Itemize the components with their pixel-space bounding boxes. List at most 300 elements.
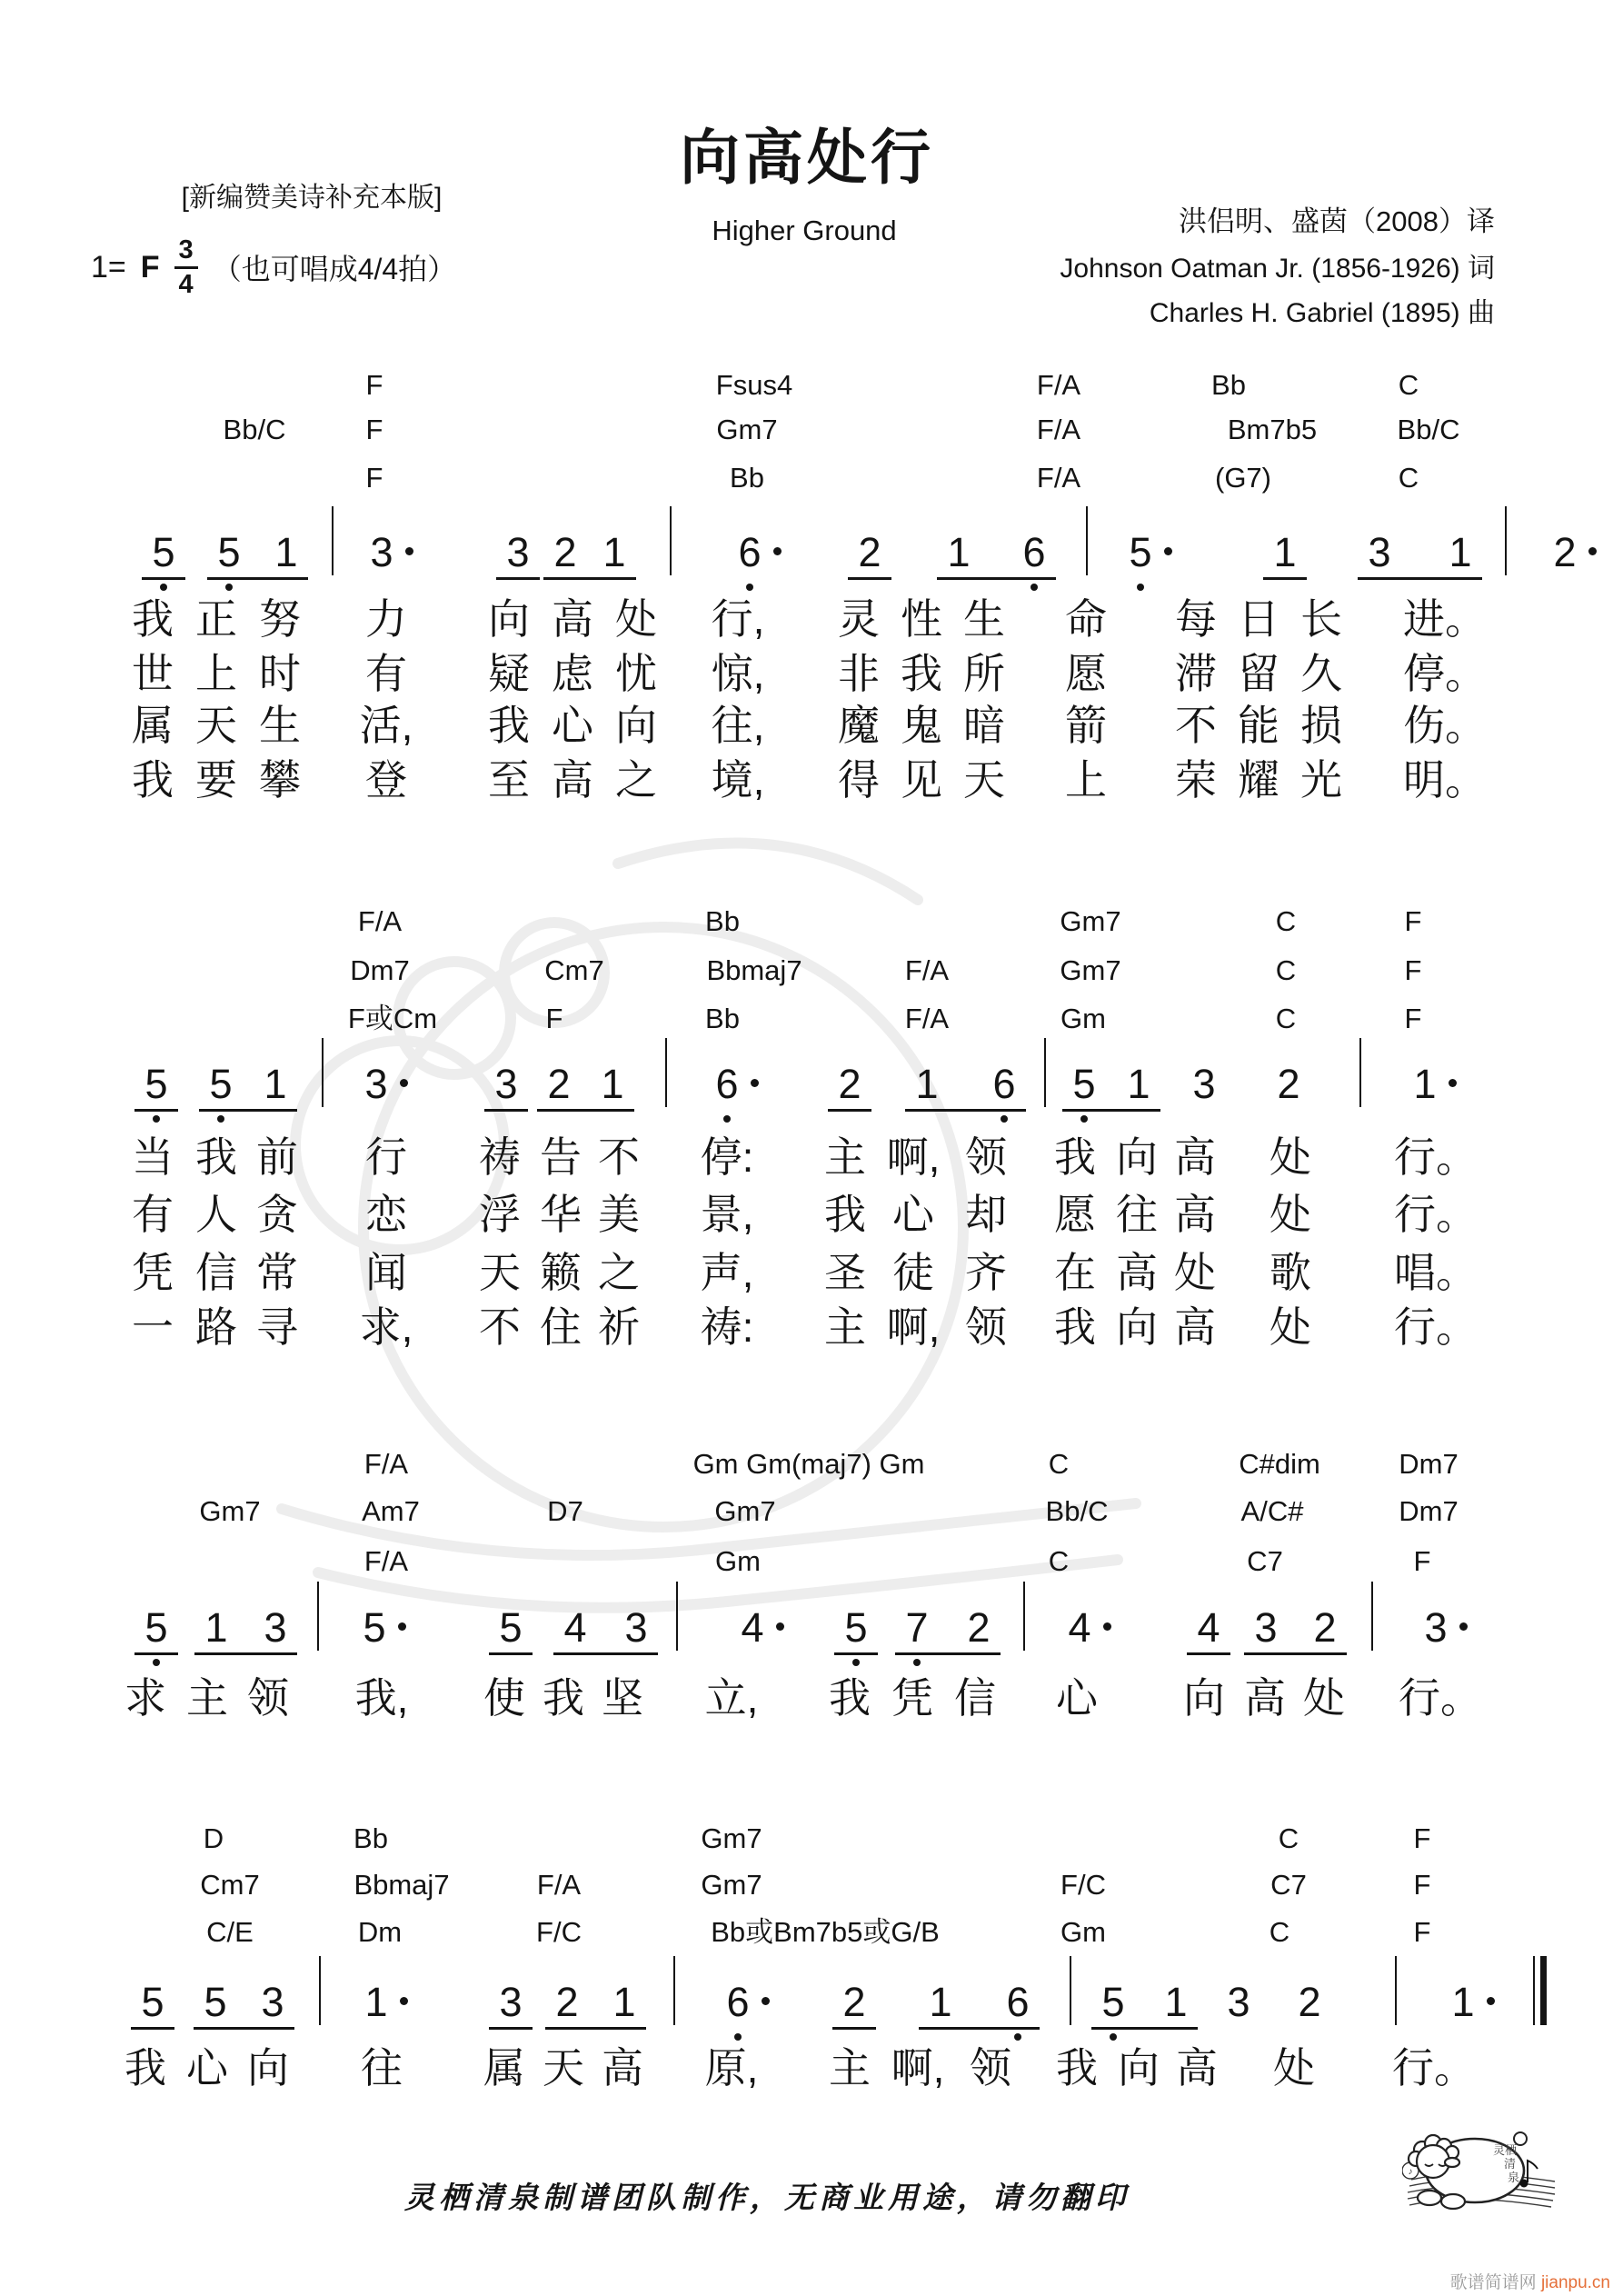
- lyric-syllable: 我: [132, 595, 174, 643]
- lyric-syllable: 往: [361, 2044, 403, 2091]
- lyric-syllable: 行。: [1392, 2044, 1476, 2091]
- lyric-syllable: 齐: [965, 1249, 1007, 1296]
- note-digit: 3: [494, 1061, 518, 1107]
- note-digit: 2: [1277, 1061, 1300, 1107]
- barline: [1359, 1038, 1361, 1107]
- lyric-syllable: 往,: [711, 702, 765, 749]
- chord-label: C#dim: [1239, 1448, 1320, 1480]
- chord-label: D7: [547, 1495, 583, 1527]
- eighth-underline: [848, 577, 891, 580]
- chord-label: Gm Gm(maj7) Gm: [692, 1448, 925, 1480]
- lyric-syllable: 心: [892, 1191, 934, 1238]
- lyric-syllable: 寻: [256, 1303, 298, 1351]
- lyric-syllable: 贪: [256, 1191, 298, 1238]
- lyric-syllable: 我: [1054, 1133, 1096, 1181]
- note-digit: 1: [1449, 529, 1472, 575]
- chord-label: F: [1413, 1545, 1431, 1577]
- augmentation-dot: [1487, 1997, 1495, 2005]
- note-digit: 3: [1227, 1979, 1250, 2025]
- augmentation-dot: [1588, 547, 1597, 555]
- note-digit: 4: [1068, 1604, 1091, 1651]
- lyric-syllable: 领: [965, 1133, 1007, 1181]
- low-octave-dot: [1137, 584, 1144, 591]
- chord-label: F: [365, 369, 383, 401]
- lyric-syllable: 常: [256, 1249, 298, 1296]
- note-digit: 5: [144, 1604, 168, 1651]
- chord-label: F: [1404, 1003, 1422, 1034]
- lyric-syllable: 之: [615, 756, 657, 804]
- note-digit: 5: [141, 1979, 164, 2025]
- lyric-syllable: 高: [1116, 1249, 1158, 1296]
- credit-composer: Charles H. Gabriel (1895) 曲: [1149, 298, 1495, 328]
- lyric-syllable: 箭: [1065, 702, 1107, 749]
- note-digit: 2: [967, 1604, 991, 1651]
- credit-lyricist: Johnson Oatman Jr. (1856-1926) 词: [1060, 254, 1495, 284]
- augmentation-dot: [751, 1079, 759, 1087]
- note-digit: 3: [1424, 1604, 1448, 1651]
- note-digit: 6: [1006, 1979, 1030, 2025]
- chord-label: Gm7: [716, 414, 778, 445]
- note-badge-glyph: ♪: [1408, 2167, 1413, 2177]
- lyric-syllable: 每: [1175, 595, 1217, 643]
- chord-label: F/C: [1060, 1869, 1106, 1901]
- lyric-syllable: 使: [483, 1674, 525, 1722]
- lyric-syllable: 美: [598, 1191, 640, 1238]
- site-credit: [1450, 2269, 1610, 2293]
- lyric-syllable: 高: [1176, 2044, 1218, 2091]
- chord-label: Cm7: [200, 1869, 260, 1901]
- note-digit: 1: [204, 1604, 228, 1651]
- eighth-underline: [937, 577, 1056, 580]
- chord-label: Bb/C: [223, 414, 286, 445]
- chord-label: F/A: [1036, 462, 1081, 494]
- lyric-syllable: 向: [1118, 2044, 1160, 2091]
- lyric-syllable: 生: [259, 702, 301, 749]
- augmentation-dot: [773, 547, 782, 555]
- augmentation-dot: [1449, 1079, 1457, 1087]
- lyric-syllable: 非: [838, 650, 880, 697]
- lyric-syllable: 攀: [259, 756, 301, 804]
- site-url: jianpu.cn: [1540, 2273, 1610, 2292]
- lyric-syllable: 见: [901, 756, 942, 804]
- low-octave-dot: [1110, 2033, 1117, 2041]
- augmentation-dot: [400, 1079, 408, 1087]
- chord-label: F/A: [536, 1869, 582, 1901]
- lyric-syllable: 荣: [1175, 756, 1217, 804]
- note-digit: 1: [915, 1061, 939, 1107]
- sheep-logo: [1402, 2131, 1561, 2221]
- lyric-syllable: 却: [965, 1191, 1007, 1238]
- lyric-syllable: 不: [1175, 702, 1217, 749]
- barline: [1505, 506, 1507, 575]
- note-digit: 3: [506, 529, 530, 575]
- lyric-syllable: 力: [365, 595, 407, 643]
- eighth-underline: [895, 1652, 1001, 1655]
- note-digit: 6: [1022, 529, 1046, 575]
- note-digit: 1: [264, 1061, 287, 1107]
- low-octave-dot: [153, 1115, 160, 1123]
- lyric-syllable: 耀: [1238, 756, 1279, 804]
- lyric-syllable: 一: [132, 1303, 174, 1351]
- note-digit: 5: [1101, 1979, 1125, 2025]
- eighth-underline: [537, 1109, 634, 1112]
- lyric-syllable: 性: [901, 595, 942, 643]
- lyric-syllable: 高: [1174, 1133, 1216, 1181]
- lyric-syllable: 向: [615, 702, 657, 749]
- chord-label: C7: [1247, 1545, 1283, 1577]
- eighth-underline: [545, 2027, 646, 2030]
- lyric-syllable: 登: [365, 756, 407, 804]
- time-denominator: 4: [178, 269, 194, 299]
- chord-label: F/A: [363, 1448, 409, 1480]
- barline: [665, 1038, 667, 1107]
- lyric-syllable: 努: [259, 595, 301, 643]
- low-octave-dot: [913, 1659, 921, 1666]
- lyric-syllable: 主: [824, 1133, 866, 1181]
- chord-label: Gm7: [701, 1869, 762, 1901]
- eighth-underline: [905, 1109, 1026, 1112]
- lyric-syllable: 求: [124, 1674, 166, 1722]
- chord-label: C: [1275, 1003, 1297, 1034]
- lyric-syllable: 高: [1174, 1191, 1216, 1238]
- lyric-syllable: 愿: [1065, 650, 1107, 697]
- augmentation-dot: [1459, 1622, 1468, 1631]
- chord-label: C: [1269, 1916, 1290, 1948]
- lyric-syllable: 行: [365, 1133, 407, 1181]
- lyric-syllable: 歌: [1270, 1249, 1311, 1296]
- lyric-syllable: 光: [1300, 756, 1342, 804]
- lyric-syllable: 处: [615, 595, 657, 643]
- chord-label: Gm7: [1060, 905, 1121, 937]
- lyric-syllable: 祷: [479, 1133, 521, 1181]
- eighth-underline: [832, 2027, 876, 2030]
- eighth-underline: [543, 577, 636, 580]
- chord-label: D: [203, 1822, 224, 1854]
- chord-label: Bb: [705, 1003, 740, 1034]
- lyric-syllable: 心: [552, 702, 593, 749]
- chord-label: Gm7: [1060, 954, 1121, 986]
- lyric-syllable: 留: [1238, 650, 1279, 697]
- eighth-underline: [1263, 577, 1307, 580]
- note-digit: 1: [1413, 1061, 1437, 1107]
- lyric-syllable: 要: [195, 756, 237, 804]
- chord-label: Bbmaj7: [706, 954, 802, 986]
- lyric-syllable: 向: [247, 2044, 289, 2091]
- lyric-syllable: 我: [488, 702, 530, 749]
- augmentation-dot: [405, 547, 413, 555]
- site-name: 歌谱简谱网: [1449, 2273, 1537, 2292]
- lyric-syllable: 进。: [1403, 595, 1487, 643]
- lyric-syllable: 行,: [711, 595, 765, 643]
- chord-label: Dm7: [350, 954, 410, 986]
- chord-label: C: [1275, 954, 1297, 986]
- lyric-syllable: 境,: [711, 756, 765, 804]
- note-digit: 1: [947, 529, 971, 575]
- barline: [1070, 1956, 1071, 2025]
- lyric-syllable: 向: [1183, 1674, 1225, 1722]
- lyric-syllable: 活,: [359, 702, 413, 749]
- lyric-syllable: 祈: [598, 1303, 640, 1351]
- chord-label: Cm7: [544, 954, 604, 986]
- chord-label: A/C#: [1240, 1495, 1304, 1527]
- barline: [322, 1038, 324, 1107]
- lyric-syllable: 高: [1244, 1674, 1286, 1722]
- note-digit: 2: [858, 529, 881, 575]
- chord-label: Gm: [1060, 1003, 1106, 1034]
- lyric-syllable: 行。: [1394, 1133, 1478, 1181]
- note-digit: 1: [364, 1979, 388, 2025]
- lyric-syllable: 损: [1300, 702, 1342, 749]
- lyric-syllable: 信: [195, 1249, 237, 1296]
- eighth-underline: [1187, 1652, 1230, 1655]
- lyric-syllable: 路: [195, 1303, 237, 1351]
- low-octave-dot: [1031, 584, 1038, 591]
- chord-label: Bb: [1211, 369, 1246, 401]
- key-signature: [91, 235, 456, 300]
- lyric-syllable: 领: [970, 2044, 1011, 2091]
- barline: [317, 1582, 319, 1651]
- lyric-syllable: 高: [552, 756, 593, 804]
- chord-label: F/A: [363, 1545, 409, 1577]
- low-octave-dot: [852, 1659, 860, 1666]
- note-digit: 1: [1273, 529, 1297, 575]
- note-digit: 4: [741, 1604, 764, 1651]
- lyric-syllable: 向: [488, 595, 530, 643]
- chord-label: F/A: [357, 905, 403, 937]
- lyric-syllable: 有: [365, 650, 407, 697]
- lyric-syllable: 往: [1116, 1191, 1158, 1238]
- lyric-syllable: 滞: [1175, 650, 1217, 697]
- lyric-syllable: 心: [1056, 1674, 1098, 1722]
- lyric-syllable: 天: [963, 756, 1005, 804]
- lyric-syllable: 长: [1300, 595, 1342, 643]
- lyric-syllable: 有: [132, 1191, 174, 1238]
- lyric-syllable: 领: [247, 1674, 289, 1722]
- chord-label: Bbmaj7: [353, 1869, 450, 1901]
- lyric-syllable: 至: [488, 756, 530, 804]
- augmentation-dot: [398, 1622, 406, 1631]
- key-letter: F: [140, 249, 160, 285]
- barline: [332, 506, 334, 575]
- lyric-syllable: 凭: [132, 1249, 174, 1296]
- lyric-syllable: 向: [1116, 1303, 1158, 1351]
- lyric-syllable: 属: [132, 702, 174, 749]
- chord-label: C: [1048, 1448, 1070, 1480]
- eighth-underline: [194, 1652, 297, 1655]
- eighth-underline: [131, 2027, 174, 2030]
- chord-label: F: [1404, 954, 1422, 986]
- eighth-underline: [1062, 1109, 1160, 1112]
- chord-label: F/A: [1036, 369, 1081, 401]
- lyric-syllable: 之: [598, 1249, 640, 1296]
- note-digit: 2: [547, 1061, 571, 1107]
- lyric-syllable: 命: [1065, 595, 1107, 643]
- chord-label: F/A: [1036, 414, 1081, 445]
- lyric-syllable: 主: [829, 2044, 871, 2091]
- chord-label: F/A: [904, 1003, 950, 1034]
- lyric-syllable: 籁: [540, 1249, 582, 1296]
- lyric-syllable: 行。: [1399, 1674, 1482, 1722]
- lyric-syllable: 所: [963, 650, 1005, 697]
- lyric-syllable: 行。: [1394, 1191, 1478, 1238]
- chord-label: C: [1048, 1545, 1070, 1577]
- low-octave-dot: [734, 2033, 742, 2041]
- lyric-syllable: 忧: [615, 650, 657, 697]
- note-digit: 5: [144, 1061, 168, 1107]
- lyric-syllable: 上: [195, 650, 237, 697]
- chord-label: Dm7: [1399, 1495, 1459, 1527]
- chord-label: F/A: [904, 954, 950, 986]
- lyric-syllable: 不: [598, 1133, 640, 1181]
- lyric-syllable: 我: [1054, 1303, 1096, 1351]
- low-octave-dot: [1080, 1115, 1088, 1123]
- eighth-underline: [489, 2027, 533, 2030]
- lyric-syllable: 我: [901, 650, 942, 697]
- lyric-syllable: 日: [1238, 595, 1279, 643]
- chord-label: Gm7: [199, 1495, 261, 1527]
- barline: [676, 1582, 678, 1651]
- note-digit: 1: [601, 1061, 624, 1107]
- eighth-underline: [496, 577, 540, 580]
- low-octave-dot: [153, 1659, 160, 1666]
- note-digit: 3: [264, 1604, 287, 1651]
- eighth-underline: [142, 577, 185, 580]
- note-digit: 1: [1451, 1979, 1475, 2025]
- final-barline-thin: [1533, 1956, 1535, 2025]
- note-digit: 5: [1129, 529, 1152, 575]
- lyric-syllable: 人: [195, 1191, 237, 1238]
- lyric-syllable: 恋: [365, 1191, 407, 1238]
- lyric-syllable: 正: [195, 595, 237, 643]
- lyric-syllable: 行。: [1394, 1303, 1478, 1351]
- key-note: （也可唱成4/4拍）: [212, 253, 457, 285]
- chord-label: C: [1278, 1822, 1299, 1854]
- lyric-syllable: 属: [483, 2044, 525, 2091]
- lyric-syllable: 暗: [963, 702, 1005, 749]
- eighth-underline: [1244, 1652, 1347, 1655]
- chord-label: F: [1404, 905, 1422, 937]
- chord-label: Dm: [357, 1916, 403, 1948]
- lyric-syllable: 在: [1054, 1249, 1096, 1296]
- chord-label: (G7): [1215, 462, 1271, 494]
- lyric-syllable: 愿: [1054, 1191, 1096, 1238]
- note-digit: 2: [555, 1979, 579, 2025]
- note-digit: 2: [1553, 529, 1577, 575]
- lyric-syllable: 明。: [1403, 756, 1487, 804]
- note-digit: 3: [1368, 529, 1391, 575]
- lyric-syllable: 告: [540, 1133, 582, 1181]
- lyric-syllable: 我: [829, 1674, 871, 1722]
- page-subtitle: Higher Ground: [712, 215, 897, 246]
- lyric-syllable: 久: [1300, 650, 1342, 697]
- note-digit: 3: [261, 1979, 284, 2025]
- lyric-syllable: 灵: [838, 595, 880, 643]
- chord-label: C: [1398, 369, 1419, 401]
- barline: [1086, 506, 1088, 575]
- lyric-syllable: 处: [1303, 1674, 1345, 1722]
- lyric-syllable: 凭: [891, 1674, 933, 1722]
- lyric-syllable: 伤。: [1403, 702, 1487, 749]
- chord-label: C: [1398, 462, 1419, 494]
- chord-label: Fsus4: [715, 369, 793, 401]
- note-digit: 2: [1298, 1979, 1321, 2025]
- chord-label: Bb/C: [1397, 414, 1460, 445]
- lyric-syllable: 心: [186, 2044, 228, 2091]
- lyric-syllable: 不: [479, 1303, 521, 1351]
- lyric-syllable: 啊,: [886, 1303, 941, 1351]
- note-digit: 3: [624, 1604, 648, 1651]
- barline: [673, 1956, 675, 2025]
- key-prefix: 1=: [91, 249, 126, 285]
- note-digit: 3: [370, 529, 393, 575]
- note-digit: 5: [209, 1061, 233, 1107]
- chord-label: F: [365, 414, 383, 445]
- barline: [1371, 1582, 1373, 1651]
- lyric-syllable: 闻: [365, 1249, 407, 1296]
- chord-label: C/E: [206, 1916, 254, 1948]
- lyric-syllable: 华: [540, 1191, 582, 1238]
- low-octave-dot: [217, 1115, 224, 1123]
- final-barline-thick: [1540, 1956, 1547, 2025]
- chord-label: Gm: [715, 1545, 761, 1577]
- lyric-syllable: 当: [132, 1133, 174, 1181]
- chord-label: Gm7: [701, 1822, 762, 1854]
- page-title: 向高处行: [680, 124, 934, 191]
- lyric-syllable: 我: [132, 756, 174, 804]
- note-digit: 2: [553, 529, 577, 575]
- augmentation-dot: [400, 1997, 408, 2005]
- note-digit: 2: [842, 1979, 866, 2025]
- lyric-syllable: 向: [1116, 1133, 1158, 1181]
- lyric-syllable: 信: [954, 1674, 996, 1722]
- lyric-syllable: 生: [963, 595, 1005, 643]
- lyric-syllable: 高: [602, 2044, 643, 2091]
- lyric-syllable: 前: [256, 1133, 298, 1181]
- lyric-syllable: 时: [259, 650, 301, 697]
- note-digit: 3: [364, 1061, 388, 1107]
- chord-label: Bb或Bm7b5或G/B: [711, 1916, 940, 1948]
- note-digit: 2: [1313, 1604, 1337, 1651]
- chord-label: Am7: [362, 1495, 420, 1527]
- note-digit: 6: [992, 1061, 1016, 1107]
- barline: [319, 1956, 321, 2025]
- lyric-syllable: 唱。: [1394, 1249, 1478, 1296]
- lyric-syllable: 浮: [479, 1191, 521, 1238]
- low-octave-dot: [723, 1115, 731, 1123]
- augmentation-dot: [1164, 547, 1172, 555]
- eighth-underline: [134, 1109, 178, 1112]
- lyric-syllable: 惊,: [711, 650, 765, 697]
- eighth-underline: [828, 1109, 871, 1112]
- lyric-syllable: 原,: [704, 2044, 759, 2091]
- logo-label-bottom: 泉: [1508, 2171, 1520, 2184]
- note-digit: 1: [1164, 1979, 1188, 2025]
- note-digit: 4: [1197, 1604, 1220, 1651]
- barline: [1044, 1038, 1046, 1107]
- augmentation-dot: [776, 1622, 784, 1631]
- chord-label: F或Cm: [347, 1003, 438, 1034]
- time-numerator: 3: [174, 236, 198, 268]
- low-octave-dot: [160, 584, 167, 591]
- note-digit: 5: [204, 1979, 227, 2025]
- lyric-syllable: 天: [195, 702, 237, 749]
- chord-label: F: [1413, 1822, 1431, 1854]
- note-digit: 4: [563, 1604, 587, 1651]
- chord-label: Dm7: [1399, 1448, 1459, 1480]
- lyric-syllable: 坚: [602, 1674, 643, 1722]
- chord-label: F/C: [536, 1916, 582, 1948]
- note-digit: 1: [1127, 1061, 1150, 1107]
